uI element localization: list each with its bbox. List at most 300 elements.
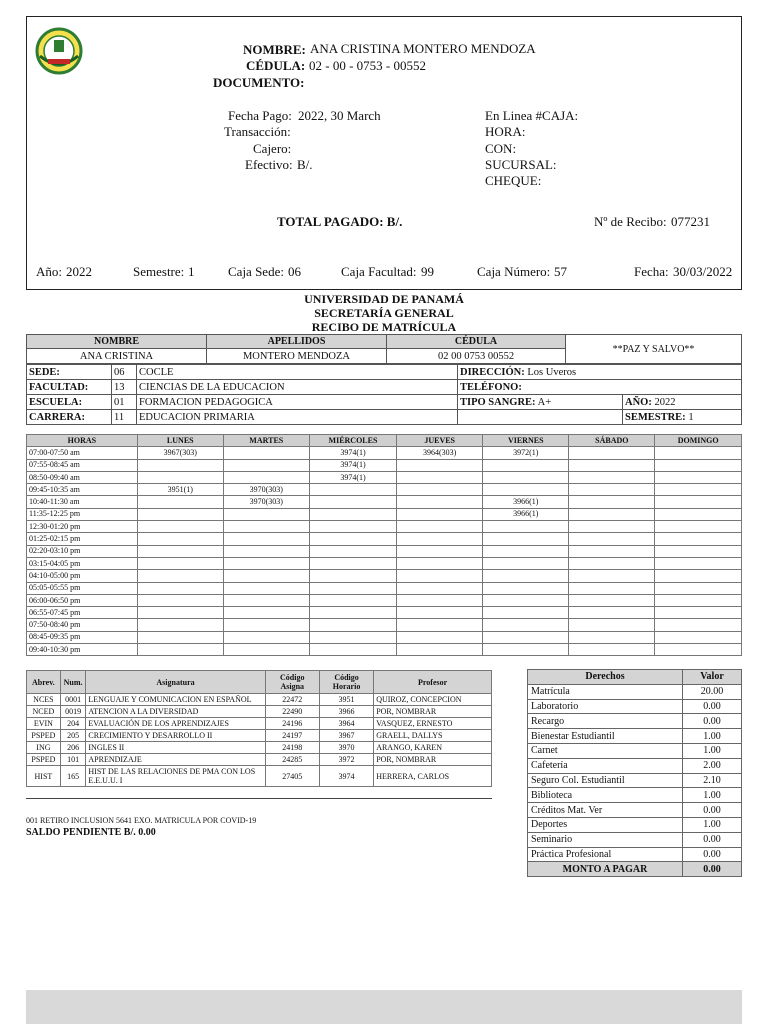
carrera-empty xyxy=(458,410,623,425)
schedule-slot-cell xyxy=(309,594,396,606)
hora-label: HORA: xyxy=(485,124,526,139)
schedule-slot-cell xyxy=(137,508,223,520)
schedule-slot-cell xyxy=(655,582,742,594)
subject-abbrev: NCED xyxy=(27,706,61,718)
subjects-header-cell: Profesor xyxy=(374,671,492,694)
student-anio-label: AÑO: xyxy=(625,396,652,408)
schedule-row xyxy=(27,545,742,557)
schedule-header-cell: JUEVES xyxy=(397,435,483,447)
schedule-slot-cell xyxy=(137,619,223,631)
cedula-label: CÉDULA: xyxy=(246,58,306,73)
schedule-slot-cell xyxy=(483,484,569,496)
schedule-slot-cell xyxy=(397,582,483,594)
fee-value: 1.00 xyxy=(683,817,742,832)
fecha-pago-value: 2022, 30 March xyxy=(298,108,381,123)
schedule-header-cell: LUNES xyxy=(137,435,223,447)
anio-label: Año: xyxy=(36,264,62,279)
direccion-value: Los Uveros xyxy=(527,366,577,378)
recibo-title: RECIBO DE MATRÍCULA xyxy=(311,320,457,334)
schedule-slot-cell xyxy=(483,533,569,545)
transaccion-label: Transacción: xyxy=(224,124,291,139)
fee-row xyxy=(528,684,742,699)
schedule-slot-cell: 3974(1) xyxy=(309,459,396,471)
subjects-divider xyxy=(26,798,492,799)
subject-schedule-code: 3951 xyxy=(319,694,373,706)
efectivo-value: B/. xyxy=(297,157,313,172)
schedule-slot-cell xyxy=(137,521,223,533)
subject-code: 24197 xyxy=(265,730,319,742)
subject-abbrev: PSPED xyxy=(27,730,61,742)
schedule-slot-cell xyxy=(223,594,309,606)
schedule-row xyxy=(27,496,742,508)
direccion-label: DIRECCIÓN: xyxy=(460,366,525,378)
fee-row xyxy=(528,729,742,744)
subject-code: 22472 xyxy=(265,694,319,706)
efectivo-label: Efectivo: xyxy=(245,157,293,172)
col-cedula: CÉDULA xyxy=(387,335,566,349)
anio-value: 2022 xyxy=(66,264,92,279)
subject-abbrev: EVIN xyxy=(27,718,61,730)
schedule-slot-cell: 3974(1) xyxy=(309,471,396,483)
schedule-slot-cell xyxy=(569,484,655,496)
schedule-slot-cell xyxy=(137,459,223,471)
schedule-slot-cell xyxy=(137,644,223,656)
en-linea-label: En Linea #CAJA: xyxy=(485,108,579,123)
paz-salvo-badge: **PAZ Y SALVO** xyxy=(566,335,742,364)
subjects-header-row xyxy=(27,671,492,694)
schedule-slot-cell xyxy=(309,631,396,643)
schedule-slot-cell xyxy=(397,459,483,471)
schedule-slot-cell xyxy=(483,631,569,643)
schedule-slot-cell xyxy=(569,447,655,459)
schedule-time-cell: 02:20-03:10 pm xyxy=(27,545,138,557)
schedule-slot-cell: 3970(303) xyxy=(223,484,309,496)
schedule-slot-cell xyxy=(137,545,223,557)
fee-value: 0.00 xyxy=(683,699,742,714)
sucursal-label: SUCURSAL: xyxy=(485,157,557,172)
schedule-time-cell: 07:50-08:40 pm xyxy=(27,619,138,631)
subjects-header-cell: Abrev. xyxy=(27,671,61,694)
student-semestre-label: SEMESTRE: xyxy=(625,411,686,423)
schedule-slot-cell xyxy=(483,607,569,619)
fees-header-row xyxy=(528,670,742,685)
fee-value: 1.00 xyxy=(683,788,742,803)
schedule-slot-cell xyxy=(223,459,309,471)
schedule-time-cell: 09:45-10:35 am xyxy=(27,484,138,496)
fee-value: 0.00 xyxy=(683,714,742,729)
schedule-slot-cell xyxy=(483,557,569,569)
saldo-pendiente: SALDO PENDIENTE B/. 0.00 xyxy=(26,827,156,838)
schedule-header-cell: DOMINGO xyxy=(655,435,742,447)
schedule-slot-cell xyxy=(397,484,483,496)
subject-schedule-code: 3967 xyxy=(319,730,373,742)
schedule-slot-cell xyxy=(309,607,396,619)
weekly-schedule-table xyxy=(26,434,742,656)
schedule-time-cell: 08:45-09:35 pm xyxy=(27,631,138,643)
subject-code: 24196 xyxy=(265,718,319,730)
subject-professor: ARANGO, KAREN xyxy=(374,742,492,754)
schedule-slot-cell xyxy=(569,533,655,545)
schedule-slot-cell xyxy=(655,619,742,631)
schedule-slot-cell xyxy=(483,545,569,557)
schedule-slot-cell xyxy=(137,471,223,483)
subject-num: 206 xyxy=(60,742,86,754)
schedule-slot-cell xyxy=(655,496,742,508)
schedule-slot-cell xyxy=(655,533,742,545)
schedule-time-cell: 03:15-04:05 pm xyxy=(27,557,138,569)
schedule-row xyxy=(27,644,742,656)
schedule-slot-cell xyxy=(569,496,655,508)
student-detail-table xyxy=(26,364,742,425)
schedule-slot-cell xyxy=(223,631,309,643)
schedule-slot-cell xyxy=(397,545,483,557)
schedule-row xyxy=(27,447,742,459)
subjects-header-cell: Asignatura xyxy=(86,671,265,694)
subject-row xyxy=(27,706,492,718)
schedule-slot-cell xyxy=(483,582,569,594)
subject-code: 27405 xyxy=(265,766,319,787)
student-semestre-value: 1 xyxy=(688,411,694,423)
subject-schedule-code: 3970 xyxy=(319,742,373,754)
fee-value: 2.10 xyxy=(683,773,742,788)
schedule-slot-cell xyxy=(137,496,223,508)
fecha-pago-label: Fecha Pago: xyxy=(228,108,292,123)
footer-bar xyxy=(26,990,742,1024)
fee-value: 0.00 xyxy=(683,832,742,847)
telefono-label: TELÉFONO: xyxy=(458,380,742,395)
con-label: CON: xyxy=(485,141,517,156)
fee-name: Carnet xyxy=(528,743,683,758)
sede-code: 06 xyxy=(112,365,137,380)
subjects-header-cell: Código Asigna xyxy=(265,671,319,694)
schedule-slot-cell: 3964(303) xyxy=(397,447,483,459)
fee-row xyxy=(528,788,742,803)
schedule-slot-cell xyxy=(309,533,396,545)
fee-value: 2.00 xyxy=(683,758,742,773)
schedule-header-cell: MARTES xyxy=(223,435,309,447)
schedule-slot-cell xyxy=(137,557,223,569)
fee-value: 0.00 xyxy=(683,803,742,818)
schedule-slot-cell xyxy=(483,644,569,656)
university-seal-icon xyxy=(34,26,84,76)
schedule-header-cell: MIÉRCOLES xyxy=(309,435,396,447)
nombre-value: ANA CRISTINA MONTERO MENDOZA xyxy=(310,41,536,56)
fee-value: 20.00 xyxy=(683,684,742,699)
schedule-row xyxy=(27,459,742,471)
schedule-slot-cell xyxy=(655,447,742,459)
subject-abbrev: NCES xyxy=(27,694,61,706)
schedule-time-cell: 05:05-05:55 pm xyxy=(27,582,138,594)
schedule-slot-cell xyxy=(569,631,655,643)
subject-num: 204 xyxy=(60,718,86,730)
caja-numero-label: Caja Número: xyxy=(477,264,551,279)
subject-row xyxy=(27,694,492,706)
schedule-slot-cell xyxy=(483,594,569,606)
schedule-slot-cell xyxy=(569,471,655,483)
schedule-slot-cell xyxy=(569,508,655,520)
fee-row xyxy=(528,773,742,788)
subject-name: INGLES II xyxy=(86,742,265,754)
nombre-label: NOMBRE: xyxy=(243,42,306,57)
fee-name: Seguro Col. Estudiantil xyxy=(528,773,683,788)
fee-name: Bienestar Estudiantil xyxy=(528,729,683,744)
schedule-time-cell: 11:35-12:25 pm xyxy=(27,508,138,520)
schedule-slot-cell xyxy=(137,533,223,545)
schedule-slot-cell xyxy=(655,594,742,606)
schedule-header-cell: HORAS xyxy=(27,435,138,447)
fees-total-row xyxy=(528,862,742,877)
schedule-header-row xyxy=(27,435,742,447)
schedule-slot-cell xyxy=(569,619,655,631)
schedule-slot-cell xyxy=(569,557,655,569)
sede-name: COCLE xyxy=(137,365,458,380)
subject-professor: VASQUEZ, ERNESTO xyxy=(374,718,492,730)
schedule-slot-cell xyxy=(397,619,483,631)
subject-num: 205 xyxy=(60,730,86,742)
schedule-row xyxy=(27,582,742,594)
schedule-slot-cell xyxy=(655,484,742,496)
fee-name: Biblioteca xyxy=(528,788,683,803)
subject-num: 0019 xyxy=(60,706,86,718)
caja-facultad-value: 99 xyxy=(421,264,434,279)
subject-num: 165 xyxy=(60,766,86,787)
fee-value: 1.00 xyxy=(683,729,742,744)
schedule-slot-cell xyxy=(655,570,742,582)
fees-col-valor: Valor xyxy=(683,670,742,685)
fees-total-value: 0.00 xyxy=(683,862,742,877)
schedule-slot-cell xyxy=(569,570,655,582)
subjects-header-cell: Num. xyxy=(60,671,86,694)
schedule-slot-cell xyxy=(397,557,483,569)
subjects-table xyxy=(26,670,492,787)
schedule-slot-cell xyxy=(569,459,655,471)
schedule-slot-cell: 3972(1) xyxy=(483,447,569,459)
caja-sede-value: 06 xyxy=(288,264,301,279)
fee-name: Matrícula xyxy=(528,684,683,699)
subject-schedule-code: 3966 xyxy=(319,706,373,718)
cheque-label: CHEQUE: xyxy=(485,173,542,188)
col-nombre: NOMBRE xyxy=(27,335,207,349)
subject-row xyxy=(27,766,492,787)
subject-row xyxy=(27,754,492,766)
schedule-slot-cell xyxy=(223,607,309,619)
fees-col-derechos: Derechos xyxy=(528,670,683,685)
schedule-time-cell: 12:30-01:20 pm xyxy=(27,521,138,533)
schedule-slot-cell xyxy=(397,521,483,533)
subject-name: APRENDIZAJE xyxy=(86,754,265,766)
schedule-slot-cell xyxy=(397,631,483,643)
schedule-slot-cell xyxy=(223,521,309,533)
schedule-slot-cell xyxy=(223,582,309,594)
carrera-label: CARRERA: xyxy=(27,410,112,425)
subject-name: HIST DE LAS RELACIONES DE PMA CON LOS E.E.U.U. I xyxy=(86,766,265,787)
caja-numero-value: 57 xyxy=(554,264,567,279)
student-cedula: 02 00 0753 00552 xyxy=(387,349,566,364)
schedule-slot-cell xyxy=(223,557,309,569)
schedule-slot-cell xyxy=(483,471,569,483)
schedule-slot-cell xyxy=(483,459,569,471)
schedule-slot-cell xyxy=(483,570,569,582)
fee-row xyxy=(528,743,742,758)
caja-facultad-label: Caja Facultad: xyxy=(341,264,417,279)
schedule-slot-cell xyxy=(397,594,483,606)
fee-row xyxy=(528,832,742,847)
schedule-slot-cell xyxy=(223,533,309,545)
facultad-name: CIENCIAS DE LA EDUCACION xyxy=(137,380,458,395)
schedule-time-cell: 01:25-02:15 pm xyxy=(27,533,138,545)
subject-code: 24198 xyxy=(265,742,319,754)
subject-row xyxy=(27,742,492,754)
schedule-slot-cell xyxy=(655,521,742,533)
schedule-slot-cell xyxy=(655,557,742,569)
subject-abbrev: HIST xyxy=(27,766,61,787)
secretaria-title: SECRETARÍA GENERAL xyxy=(314,306,454,320)
schedule-slot-cell xyxy=(223,508,309,520)
semestre-cell xyxy=(623,410,742,425)
recibo-value: 077231 xyxy=(671,214,710,229)
schedule-slot-cell xyxy=(137,594,223,606)
schedule-slot-cell xyxy=(397,496,483,508)
schedule-slot-cell xyxy=(655,459,742,471)
schedule-slot-cell xyxy=(569,607,655,619)
schedule-slot-cell xyxy=(137,607,223,619)
fee-row xyxy=(528,758,742,773)
schedule-slot-cell: 3974(1) xyxy=(309,447,396,459)
schedule-time-cell: 07:55-08:45 am xyxy=(27,459,138,471)
fee-row xyxy=(528,847,742,862)
schedule-slot-cell xyxy=(223,545,309,557)
fee-name: Práctica Profesional xyxy=(528,847,683,862)
schedule-slot-cell xyxy=(569,545,655,557)
subject-professor: HERRERA, CARLOS xyxy=(374,766,492,787)
schedule-row xyxy=(27,471,742,483)
carrera-code: 11 xyxy=(112,410,137,425)
schedule-slot-cell xyxy=(223,570,309,582)
schedule-row xyxy=(27,594,742,606)
schedule-slot-cell: 3951(1) xyxy=(137,484,223,496)
schedule-slot-cell xyxy=(137,631,223,643)
escuela-label: ESCUELA: xyxy=(27,395,112,410)
subject-row xyxy=(27,730,492,742)
escuela-name: FORMACION PEDAGOGICA xyxy=(137,395,458,410)
fee-row xyxy=(528,714,742,729)
sangre-cell xyxy=(458,395,623,410)
schedule-slot-cell xyxy=(309,644,396,656)
fecha-label: Fecha: xyxy=(634,264,669,279)
schedule-row xyxy=(27,631,742,643)
escuela-code: 01 xyxy=(112,395,137,410)
schedule-slot-cell xyxy=(309,545,396,557)
subject-num: 0001 xyxy=(60,694,86,706)
subject-num: 101 xyxy=(60,754,86,766)
schedule-slot-cell xyxy=(397,570,483,582)
schedule-slot-cell xyxy=(655,508,742,520)
subject-professor: GRAELL, DALLYS xyxy=(374,730,492,742)
fees-total-label: MONTO A PAGAR xyxy=(528,862,683,877)
fee-name: Seminario xyxy=(528,832,683,847)
schedule-slot-cell xyxy=(309,557,396,569)
cajero-label: Cajero: xyxy=(253,141,292,156)
schedule-row xyxy=(27,619,742,631)
cedula-value: 02 - 00 - 0753 - 00552 xyxy=(309,58,426,73)
university-title: UNIVERSIDAD DE PANAMÁ xyxy=(304,292,464,306)
sangre-label: TIPO SANGRE: xyxy=(460,396,536,408)
subject-code: 24285 xyxy=(265,754,319,766)
subject-professor: POR, NOMBRAR xyxy=(374,706,492,718)
schedule-time-cell: 09:40-10:30 pm xyxy=(27,644,138,656)
anio-cell xyxy=(623,395,742,410)
subject-code: 22490 xyxy=(265,706,319,718)
fee-name: Cafetería xyxy=(528,758,683,773)
facultad-label: FACULTAD: xyxy=(27,380,112,395)
schedule-slot-cell xyxy=(569,644,655,656)
schedule-slot-cell xyxy=(309,484,396,496)
schedule-slot-cell xyxy=(397,607,483,619)
sede-label: SEDE: xyxy=(27,365,112,380)
schedule-slot-cell: 3970(303) xyxy=(223,496,309,508)
fee-value: 1.00 xyxy=(683,743,742,758)
schedule-slot-cell xyxy=(569,594,655,606)
schedule-slot-cell xyxy=(397,508,483,520)
subject-professor: QUIROZ, CONCEPCION xyxy=(374,694,492,706)
subject-name: CRECIMIENTO Y DESARROLLO II xyxy=(86,730,265,742)
subject-abbrev: ING xyxy=(27,742,61,754)
col-apellidos: APELLIDOS xyxy=(207,335,387,349)
schedule-slot-cell: 3967(303) xyxy=(137,447,223,459)
schedule-slot-cell xyxy=(309,521,396,533)
schedule-time-cell: 07:00-07:50 am xyxy=(27,447,138,459)
schedule-slot-cell xyxy=(483,521,569,533)
subject-name: ATENCION A LA DIVERSIDAD xyxy=(86,706,265,718)
schedule-slot-cell xyxy=(223,447,309,459)
schedule-row xyxy=(27,607,742,619)
fee-name: Recargo xyxy=(528,714,683,729)
schedule-slot-cell xyxy=(223,644,309,656)
schedule-slot-cell xyxy=(137,570,223,582)
caja-sede-label: Caja Sede: xyxy=(228,264,284,279)
schedule-slot-cell xyxy=(309,582,396,594)
schedule-row xyxy=(27,557,742,569)
schedule-slot-cell xyxy=(655,471,742,483)
schedule-slot-cell xyxy=(397,471,483,483)
fees-table xyxy=(527,669,742,877)
schedule-slot-cell xyxy=(309,508,396,520)
fecha-value: 30/03/2022 xyxy=(673,264,733,279)
documento-label: DOCUMENTO: xyxy=(213,75,305,90)
student-info-table xyxy=(26,334,742,364)
schedule-row xyxy=(27,521,742,533)
fee-name: Créditos Mat. Ver xyxy=(528,803,683,818)
schedule-time-cell: 06:55-07:45 pm xyxy=(27,607,138,619)
student-anio-value: 2022 xyxy=(654,396,676,408)
schedule-row xyxy=(27,533,742,545)
schedule-slot-cell xyxy=(569,582,655,594)
schedule-slot-cell xyxy=(655,545,742,557)
schedule-time-cell: 06:00-06:50 pm xyxy=(27,594,138,606)
total-pagado-label: TOTAL PAGADO: B/. xyxy=(277,214,403,229)
fee-name: Laboratorio xyxy=(528,699,683,714)
schedule-slot-cell: 3966(1) xyxy=(483,496,569,508)
carrera-name: EDUCACION PRIMARIA xyxy=(137,410,458,425)
schedule-slot-cell xyxy=(309,496,396,508)
subject-name: EVALUACIÓN DE LOS APRENDIZAJES xyxy=(86,718,265,730)
schedule-header-cell: SÁBADO xyxy=(569,435,655,447)
subject-abbrev: PSPED xyxy=(27,754,61,766)
schedule-slot-cell xyxy=(655,607,742,619)
schedule-slot-cell xyxy=(397,644,483,656)
fee-row xyxy=(528,699,742,714)
fee-value: 0.00 xyxy=(683,847,742,862)
